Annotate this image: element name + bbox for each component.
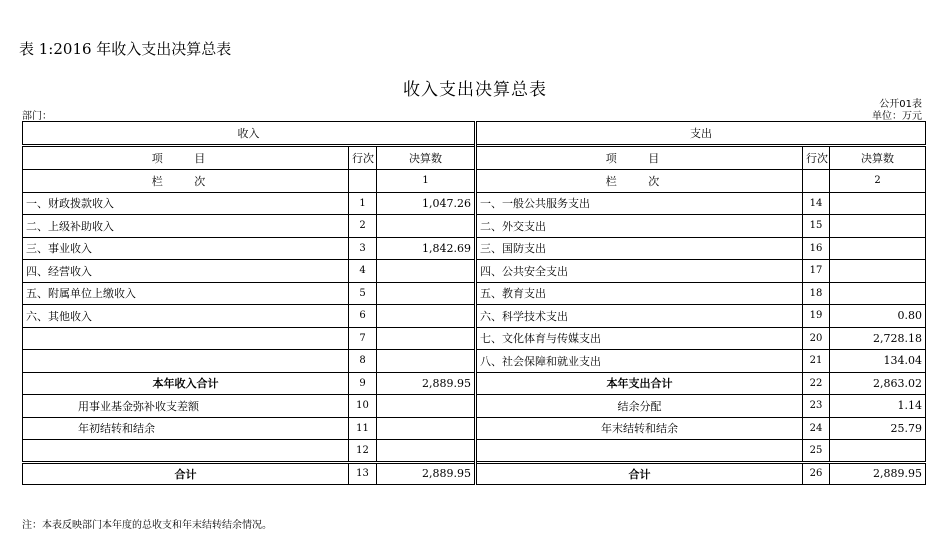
expense-item-label: 合计 [476, 462, 803, 485]
table-row [23, 327, 926, 350]
expense-row-number: 19 [803, 305, 830, 328]
income-item-label: 四、经营收入 [23, 260, 349, 283]
income-section-header: 收入 [23, 122, 476, 146]
expense-row-number: 23 [803, 395, 830, 418]
expense-row-number: 16 [803, 237, 830, 260]
income-row-number: 2 [349, 215, 377, 238]
table-row [23, 350, 926, 373]
income-item-label: 用事业基金弥补收支差额 [23, 395, 349, 418]
form-number: 公开01表 [879, 99, 922, 110]
expense-item-label: 结余分配 [476, 395, 803, 418]
income-amount-header: 决算数 [377, 146, 476, 170]
unit-label: 单位：万元 [872, 111, 922, 122]
income-item-label: 年初结转和结余 [23, 417, 349, 440]
expense-amount: 134.04 [830, 350, 926, 373]
column-index-row [23, 170, 926, 193]
income-row-number: 5 [349, 282, 377, 305]
expense-item-label: 八、社会保障和就业支出 [476, 350, 803, 373]
table-row [23, 417, 926, 440]
department-label: 部门： [22, 111, 52, 122]
expense-row-number: 21 [803, 350, 830, 373]
income-amount [377, 417, 476, 440]
table-row [23, 305, 926, 328]
budget-summary-table [22, 121, 926, 485]
footnote: 注：本表反映部门本年度的总收支和年末结转结余情况。 [22, 520, 272, 531]
income-amount: 1,047.26 [377, 192, 476, 215]
table-row [23, 462, 926, 485]
income-item-label [23, 350, 349, 373]
expense-amount: 1.14 [830, 395, 926, 418]
table-row [23, 260, 926, 283]
expense-row-number: 20 [803, 327, 830, 350]
expense-item-label: 六、科学技术支出 [476, 305, 803, 328]
expense-amount: 2,889.95 [830, 462, 926, 485]
income-row-number: 7 [349, 327, 377, 350]
expense-column-number: 2 [830, 170, 926, 193]
expense-amount [830, 260, 926, 283]
income-row-number: 8 [349, 350, 377, 373]
expense-column-label: 栏 次 [476, 170, 803, 193]
table-caption: 表 1:2016 年收入支出决算总表 [19, 40, 232, 58]
expense-amount: 2,728.18 [830, 327, 926, 350]
income-amount: 2,889.95 [377, 462, 476, 485]
expense-amount-header: 决算数 [830, 146, 926, 170]
page-title: 收入支出决算总表 [403, 80, 547, 100]
expense-item-label: 年末结转和结余 [476, 417, 803, 440]
income-item-label: 本年收入合计 [23, 372, 349, 395]
table-row [23, 282, 926, 305]
table-row [23, 192, 926, 215]
income-amount [377, 440, 476, 463]
expense-amount [830, 192, 926, 215]
expense-row-number: 18 [803, 282, 830, 305]
table-row [23, 440, 926, 463]
income-row-number: 13 [349, 462, 377, 485]
expense-item-label: 四、公共安全支出 [476, 260, 803, 283]
income-item-label: 三、事业收入 [23, 237, 349, 260]
expense-row-number: 24 [803, 417, 830, 440]
expense-item-label: 五、教育支出 [476, 282, 803, 305]
expense-item-header: 项 目 [476, 146, 803, 170]
expense-row-number: 25 [803, 440, 830, 463]
expense-column-blank [803, 170, 830, 193]
expense-amount: 0.80 [830, 305, 926, 328]
expense-row-number: 15 [803, 215, 830, 238]
income-row-number: 9 [349, 372, 377, 395]
expense-row-number: 22 [803, 372, 830, 395]
expense-amount [830, 215, 926, 238]
income-amount [377, 327, 476, 350]
income-column-blank [349, 170, 377, 193]
table-row [23, 237, 926, 260]
income-row-number: 1 [349, 192, 377, 215]
expense-row-number: 26 [803, 462, 830, 485]
table-row [23, 215, 926, 238]
income-item-label [23, 327, 349, 350]
expense-amount [830, 282, 926, 305]
expense-item-label: 二、外交支出 [476, 215, 803, 238]
income-row-number: 10 [349, 395, 377, 418]
income-amount: 2,889.95 [377, 372, 476, 395]
expense-amount [830, 440, 926, 463]
income-row-number: 4 [349, 260, 377, 283]
income-row-no-header: 行次 [349, 146, 377, 170]
expense-section-header: 支出 [476, 122, 926, 146]
income-item-label: 二、上级补助收入 [23, 215, 349, 238]
income-item-label: 五、附属单位上缴收入 [23, 282, 349, 305]
expense-row-no-header: 行次 [803, 146, 830, 170]
section-header-row [23, 122, 926, 146]
column-header-row [23, 146, 926, 170]
income-row-number: 11 [349, 417, 377, 440]
income-amount [377, 260, 476, 283]
income-amount [377, 282, 476, 305]
income-item-label: 一、财政拨款收入 [23, 192, 349, 215]
income-column-label: 栏 次 [23, 170, 349, 193]
expense-amount [830, 237, 926, 260]
income-row-number: 6 [349, 305, 377, 328]
income-amount: 1,842.69 [377, 237, 476, 260]
income-row-number: 12 [349, 440, 377, 463]
income-amount [377, 395, 476, 418]
income-item-header: 项 目 [23, 146, 349, 170]
income-amount [377, 215, 476, 238]
table-row [23, 395, 926, 418]
expense-amount: 2,863.02 [830, 372, 926, 395]
expense-item-label: 本年支出合计 [476, 372, 803, 395]
table-row [23, 372, 926, 395]
expense-row-number: 14 [803, 192, 830, 215]
income-amount [377, 305, 476, 328]
income-row-number: 3 [349, 237, 377, 260]
expense-row-number: 17 [803, 260, 830, 283]
expense-item-label: 七、文化体育与传媒支出 [476, 327, 803, 350]
income-item-label [23, 440, 349, 463]
expense-item-label [476, 440, 803, 463]
expense-item-label: 一、一般公共服务支出 [476, 192, 803, 215]
income-item-label: 合计 [23, 462, 349, 485]
income-amount [377, 350, 476, 373]
expense-amount: 25.79 [830, 417, 926, 440]
income-item-label: 六、其他收入 [23, 305, 349, 328]
income-column-number: 1 [377, 170, 476, 193]
expense-item-label: 三、国防支出 [476, 237, 803, 260]
